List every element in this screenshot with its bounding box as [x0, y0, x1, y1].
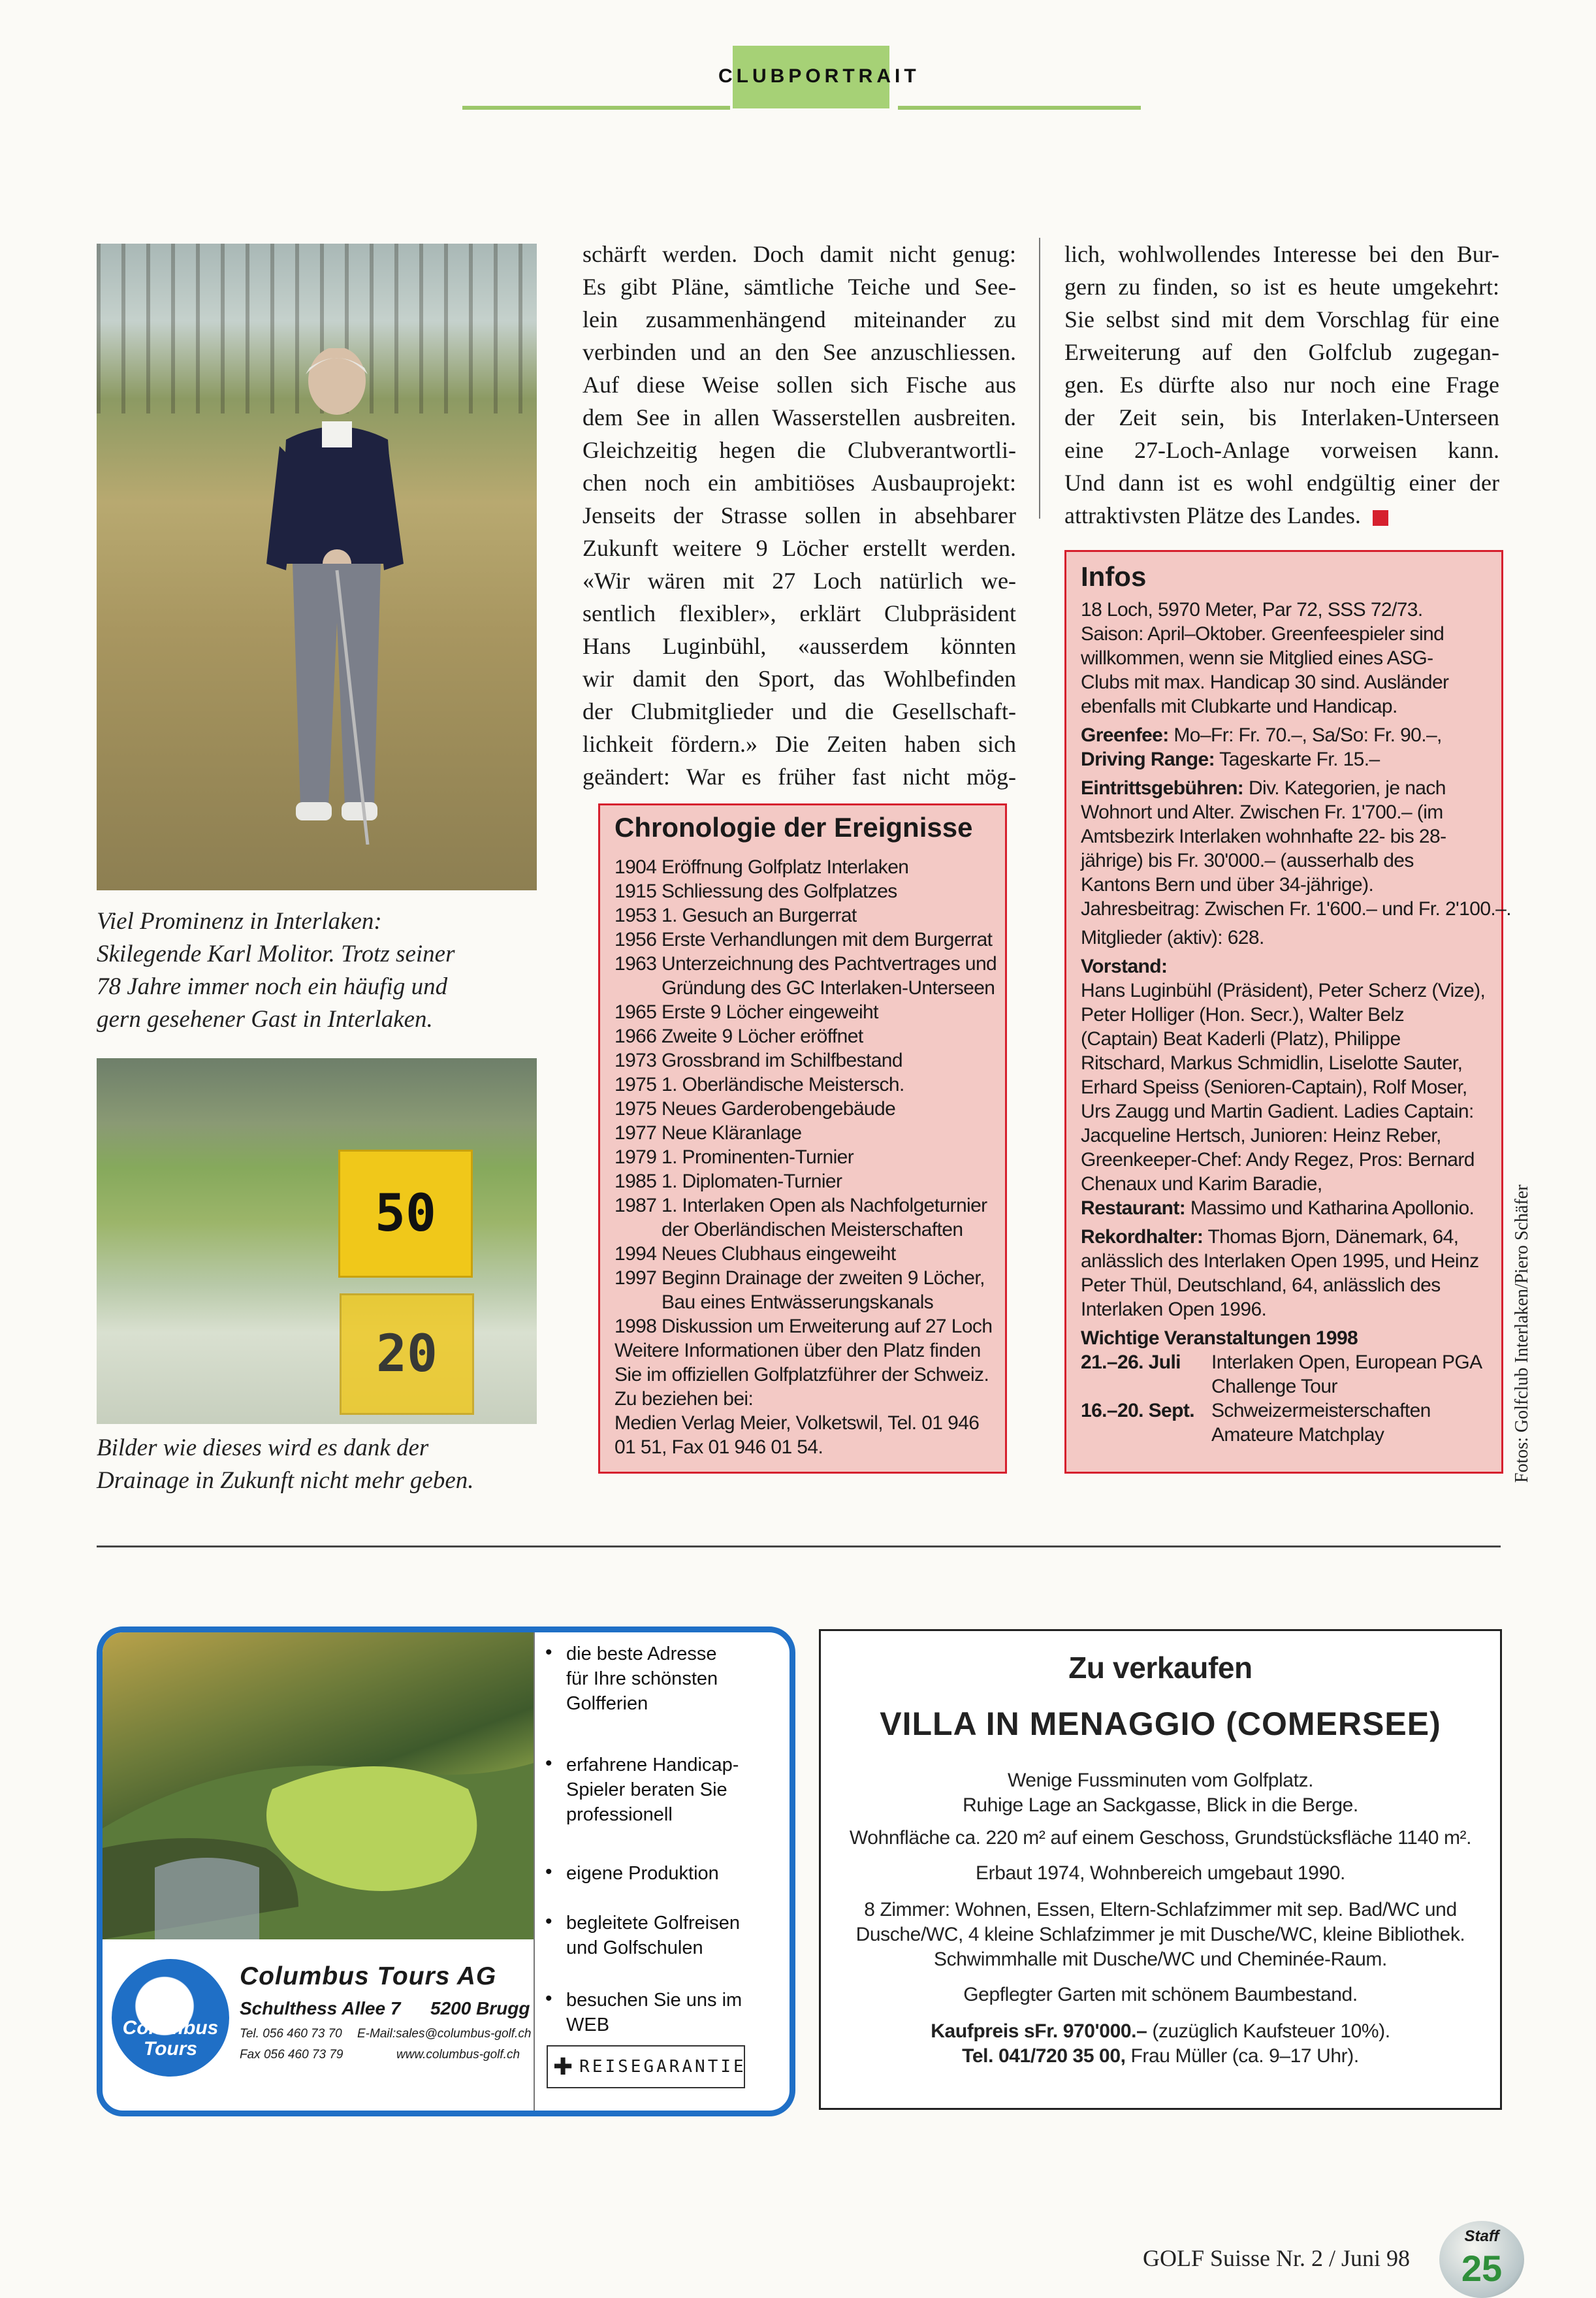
chronology-item: [614, 1266, 985, 1290]
caption-line: Drainage in Zukunft nicht mehr geben.: [97, 1467, 474, 1494]
bullet-icon: •: [545, 1861, 552, 1883]
text-line: sentlich flexibler», erklärt Clubpräsident: [583, 600, 1016, 626]
text-line: Gleichzeitig hegen die Clubverantwortli-: [583, 437, 1016, 463]
villa-price: [821, 2019, 1500, 2044]
sign-50-label: 50: [375, 1184, 436, 1243]
bullet-icon: •: [545, 1642, 552, 1663]
villa-title: VILLA IN MENAGGIO (COMERSEE): [880, 1706, 1441, 1742]
value: Tageskarte Fr. 15.–: [1219, 749, 1380, 770]
event: 1. Interlaken Open als Nachfolgeturnier: [662, 1195, 987, 1216]
text-line: gen. Es dürfte also nur noch eine Frage: [1064, 372, 1499, 398]
distance-sign-50: [338, 1150, 473, 1278]
company-web-link[interactable]: www.columbus-golf.ch: [396, 2048, 520, 2062]
year: 1985: [614, 1171, 657, 1192]
ad-bullet: [547, 1642, 718, 1716]
chronology-more-line: Sie im offiziellen Golfplatzführer der Schweiz.: [614, 1364, 989, 1385]
photo-flooded-fairway: [97, 1058, 537, 1424]
chronology-more-line: 01 51, Fax 01 946 01 54.: [614, 1436, 823, 1458]
label: Rekordhalter:: [1081, 1226, 1204, 1248]
villa-kicker: Zu verkaufen: [1068, 1651, 1253, 1685]
year: 1966: [614, 1026, 657, 1047]
event-name: Amateure Matchplay: [1211, 1424, 1384, 1446]
event-row: [1081, 1399, 1431, 1423]
event: der Oberländischen Meisterschaften: [662, 1219, 963, 1240]
event: 1. Gesuch an Burgerrat: [662, 905, 857, 926]
event-name: Schweizermeisterschaften: [1211, 1400, 1431, 1421]
section-rule: [97, 1545, 1501, 1547]
ad-photo-illustration: [103, 1632, 534, 1939]
bullet-text: begleitete Golfreisen: [566, 1913, 740, 1934]
article-column-2: [1064, 238, 1499, 532]
year: 1904: [614, 856, 657, 878]
event: Schliessung des Golfplatzes: [662, 881, 897, 902]
event: Neue Kläranlage: [662, 1122, 802, 1144]
ad-bullet: [547, 1861, 719, 1886]
bullet-text: professionell: [566, 1804, 673, 1825]
villa-line: Dusche/WC, 4 kleine Schlafzimmer je mit Dusche/WC, kleine Bibliothek.: [855, 1924, 1465, 1945]
bullet-text: die beste Adresse: [566, 1643, 717, 1664]
bullet-text: WEB: [566, 2015, 610, 2035]
text-line: verbinden und an den See anzuschliessen.: [583, 339, 1016, 365]
columbus-logo: [112, 1959, 229, 2077]
value: Massimo und Katharina Apollonio.: [1190, 1197, 1475, 1219]
info-events-title: [1081, 1326, 1358, 1350]
text-line: der Clubmitglieder und die Gesellschaft-: [583, 698, 1016, 724]
info-line: Amtsbezirk Interlaken wohnhafte 22- bis 28-: [1081, 826, 1446, 847]
text-line: Es gibt Pläne, sämtliche Teiche und See-: [583, 274, 1016, 300]
event: Diskussion um Erweiterung auf 27 Loch: [662, 1316, 993, 1337]
end-of-article-square: [1373, 510, 1388, 526]
chronology-item: [614, 879, 897, 903]
text-line: schärft werden. Doch damit nicht genug:: [583, 241, 1016, 267]
text-line: eine 27-Loch-Anlage vorweisen kann.: [1064, 437, 1499, 463]
year: 1956: [614, 929, 657, 950]
ad-villa-menaggio: [819, 1629, 1502, 2110]
infos-title: Infos: [1081, 561, 1147, 592]
year: 1973: [614, 1050, 657, 1071]
year: 1915: [614, 881, 657, 902]
info-line: anlässlich des Interlaken Open 1995, und Heinz: [1081, 1250, 1479, 1272]
label: Restaurant:: [1081, 1197, 1186, 1219]
label: Greenfee:: [1081, 724, 1169, 746]
chronology-item: [614, 1000, 878, 1024]
info-line: Kantons Bern und über 34-jährige).: [1081, 874, 1374, 896]
price-note: (zuzüglich Kaufsteuer 10%).: [1152, 2020, 1390, 2042]
caption-line: gern gesehener Gast in Interlaken.: [97, 1006, 433, 1033]
price-label: Kaufpreis sFr. 970'000.–: [931, 2020, 1147, 2042]
chronology-item: [614, 1097, 895, 1121]
text-line: lein zusammenhängend miteinander zu: [583, 306, 1016, 332]
text-line: Jenseits der Strasse sollen in absehbarer: [583, 502, 1016, 528]
chronology-more-line: Weitere Informationen über den Platz finden: [614, 1340, 981, 1361]
info-line: Wohnort und Alter. Zwischen Fr. 1'700.– (im: [1081, 801, 1443, 823]
distance-sign-20-reflection: [340, 1293, 474, 1415]
info-line: Urs Zaugg und Martin Gadient. Ladies Captain:: [1081, 1101, 1474, 1122]
info-line: Peter Holliger (Hon. Secr.), Walter Belz: [1081, 1004, 1405, 1026]
ad-bullet: [547, 1911, 740, 1960]
guarantee-badge: [547, 2045, 745, 2088]
bullet-text: besuchen Sie uns im: [566, 1990, 742, 2011]
text-line: lich, wohlwollendes Interesse bei den Bur-: [1064, 241, 1499, 267]
chronology-more-line: Zu beziehen bei:: [614, 1388, 754, 1410]
value: Thomas Bjorn, Dänemark, 64,: [1207, 1226, 1459, 1248]
info-board-label: [1081, 954, 1167, 979]
company-fax: Fax 056 460 73 79: [240, 2048, 343, 2062]
value: Mo–Fr: Fr. 70.–, Sa/So: Fr. 90.–,: [1173, 724, 1442, 746]
chronology-item: [614, 1314, 992, 1338]
chronology-item: [614, 1073, 904, 1097]
event: Unterzeichnung des Pachtvertrages und: [662, 953, 997, 975]
year: 1975: [614, 1074, 657, 1095]
article-column-1: [583, 238, 1016, 793]
event: Neues Garderobengebäude: [662, 1098, 896, 1120]
year: 1997: [614, 1267, 657, 1289]
company-tel: Tel. 056 460 73 70: [240, 2027, 342, 2041]
info-line: Jahresbeitrag: Zwischen Fr. 1'600.– und Fr. 2'100.–.: [1081, 898, 1511, 920]
info-driving-range: [1081, 747, 1380, 771]
logo-text: [112, 2018, 229, 2060]
text-line: Erweiterung auf den Golfclub zugegan-: [1064, 339, 1499, 365]
event-name: Interlaken Open, European PGA: [1211, 1351, 1482, 1373]
text-line: Und dann ist es wohl endgültig einer der: [1064, 470, 1499, 496]
event: Erste 9 Löcher eingeweiht: [662, 1001, 878, 1023]
info-line: 18 Loch, 5970 Meter, Par 72, SSS 72/73.: [1081, 599, 1423, 621]
photo-karl-molitor: [97, 244, 537, 890]
ad-bullet: [547, 1753, 739, 1827]
info-greenfee: [1081, 723, 1442, 747]
page-number-badge: [1439, 2221, 1524, 2298]
chronology-title: Chronologie der Ereignisse: [614, 812, 973, 843]
text-line: gern zu finden, so ist es heute umgekehrt:: [1064, 274, 1499, 300]
tel-note: Frau Müller (ca. 9–17 Uhr).: [1130, 2045, 1359, 2067]
cross-icon: ✚: [553, 2053, 573, 2080]
text-line: wir damit den Sport, das Wohlbefinden: [583, 666, 1016, 692]
event: Bau eines Entwässerungskanals: [662, 1291, 934, 1313]
chronology-item: [614, 928, 992, 952]
label: Wichtige Veranstaltungen 1998: [1081, 1327, 1358, 1349]
villa-line: 8 Zimmer: Wohnen, Essen, Eltern-Schlafzimmer mit sep. Bad/WC und: [864, 1899, 1457, 1920]
issue-footer: GOLF Suisse Nr. 2 / Juni 98: [1143, 2245, 1411, 2271]
year: 1963: [614, 953, 657, 975]
logo-text-line: Tours: [143, 2038, 198, 2060]
bullet-text: eigene Produktion: [566, 1863, 719, 1884]
text-line: der Zeit sein, bis Interlaken-Unterseen: [1064, 404, 1499, 430]
page-number: 25: [1461, 2248, 1503, 2289]
chronology-more-line: Medien Verlag Meier, Volketswil, Tel. 01 946: [614, 1412, 980, 1434]
golfer-figure: [260, 348, 410, 845]
bullet-icon: •: [545, 1911, 552, 1932]
event: Gründung des GC Interlaken-Unterseen: [662, 977, 995, 999]
chronology-item: [614, 1145, 854, 1169]
info-line: Saison: April–Oktober. Greenfeespieler sind: [1081, 623, 1444, 645]
company-name: Columbus Tours AG: [240, 1962, 497, 1990]
text-line: Sie selbst sind mit dem Vorschlag für eine: [1064, 306, 1499, 332]
infos-box: [1064, 550, 1511, 1474]
chronology-item: [614, 976, 995, 1000]
chronology-item: [614, 855, 908, 879]
event: 1. Diplomaten-Turnier: [662, 1171, 842, 1192]
year: 1979: [614, 1146, 657, 1168]
text-line-last: [1064, 499, 1499, 532]
chronology-item: [614, 1121, 802, 1145]
bullet-text: Spieler beraten Sie: [566, 1779, 727, 1800]
bullet-icon: •: [545, 1753, 552, 1774]
villa-line: Ruhige Lage an Sackgasse, Blick in die Berge.: [963, 1794, 1358, 1816]
chronology-item: [614, 1193, 987, 1218]
event: Beginn Drainage der zweiten 9 Löcher,: [662, 1267, 985, 1289]
villa-line: Erbaut 1974, Wohnbereich umgebaut 1990.: [976, 1862, 1345, 1884]
text-line: Hans Luginbühl, «ausserdem könnten: [583, 633, 1016, 659]
villa-line: Wohnfläche ca. 220 m² auf einem Geschoss, Grundstücksfläche 1140 m².: [849, 1827, 1472, 1849]
info-line: jährige) bis Fr. 30'000.– (ausserhalb des: [1081, 850, 1414, 871]
bullet-text: und Golfschulen: [566, 1937, 703, 1958]
bullet-text: für Ihre schönsten: [566, 1668, 718, 1689]
info-entry-fees: [1081, 776, 1446, 800]
caption-line: Bilder wie dieses wird es dank der: [97, 1434, 429, 1461]
event: 1. Oberländische Meistersch.: [662, 1074, 904, 1095]
ad-golf-photo: [103, 1632, 534, 1939]
info-line: Interlaken Open 1996.: [1081, 1299, 1267, 1320]
villa-contact: [821, 2044, 1500, 2069]
info-record: [1081, 1225, 1458, 1249]
year: 1977: [614, 1122, 657, 1144]
header-rule-left: [462, 106, 730, 110]
event: Zweite 9 Löcher eröffnet: [662, 1026, 863, 1047]
info-members: Mitglieder (aktiv): 628.: [1081, 927, 1264, 948]
guarantee-text: REISEGARANTIE: [579, 2057, 746, 2077]
event-name: Challenge Tour: [1211, 1376, 1337, 1397]
event: Neues Clubhaus eingeweiht: [662, 1243, 896, 1265]
caption-line: Skilegende Karl Molitor. Trotz seiner: [97, 941, 455, 967]
ad-columbus-tours: [97, 1626, 795, 2116]
chronology-item: [614, 1048, 902, 1073]
text-line: Auf diese Weise sollen sich Fische aus: [583, 372, 1016, 398]
company-street: Schulthess Allee 7: [240, 1998, 401, 2018]
text-line: Zukunft weitere 9 Löcher erstellt werden.: [583, 535, 1016, 561]
ad-bullet: [547, 1988, 742, 2037]
villa-line: Wenige Fussminuten vom Golfplatz.: [1007, 1770, 1314, 1791]
event: Grossbrand im Schilfbestand: [662, 1050, 902, 1071]
year: 1998: [614, 1316, 657, 1337]
section-title: CLUBPORTRAIT: [718, 65, 920, 87]
event-date: 21.–26. Juli: [1081, 1351, 1181, 1373]
info-line: Clubs mit max. Handicap 30 sind. Ausländer: [1081, 672, 1449, 693]
event: Erste Verhandlungen mit dem Burgerrat: [662, 929, 993, 950]
bullet-text: erfahrene Handicap-: [566, 1755, 739, 1775]
photo-credit: Fotos: Golfclub Interlaken/Piero Schäfer: [1512, 1184, 1532, 1483]
info-line: Jacqueline Hertsch, Junioren: Heinz Reber,: [1081, 1125, 1441, 1146]
bullet-text: Golfferien: [566, 1693, 648, 1714]
header-rule-right: [898, 106, 1141, 110]
info-restaurant: [1081, 1196, 1474, 1220]
chronology-box: [598, 803, 1007, 1474]
info-line: Hans Luginbühl (Präsident), Peter Scherz (Vize),: [1081, 980, 1486, 1001]
label: Eintrittsgebühren:: [1081, 777, 1244, 799]
chronology-item: [614, 1290, 933, 1314]
event-row: [1081, 1350, 1482, 1374]
info-line: Ritschard, Markus Schmidlin, Liselotte Sauter,: [1081, 1052, 1463, 1074]
event: Eröffnung Golfplatz Interlaken: [662, 856, 909, 878]
text-line: lichkeit fördern.» Die Zeiten haben sich: [583, 731, 1016, 757]
info-line: Greenkeeper-Chef: Andy Regez, Pros: Bernard: [1081, 1149, 1475, 1171]
info-line: ebenfalls mit Clubkarte und Handicap.: [1081, 696, 1397, 717]
text-line: «Wir wären mit 27 Loch natürlich we-: [583, 568, 1016, 594]
column-divider: [1039, 238, 1040, 519]
info-line: Erhard Speiss (Senioren-Captain), Rolf Moser,: [1081, 1076, 1467, 1098]
label: Vorstand:: [1081, 956, 1168, 977]
text-line: attraktivsten Plätze des Landes.: [1064, 502, 1361, 528]
year: 1975: [614, 1098, 657, 1120]
caption-line: 78 Jahre immer noch ein häufig und: [97, 973, 448, 1000]
company-city: 5200 Brugg: [430, 1998, 530, 2018]
chronology-item: [614, 1242, 896, 1266]
tel-label: Tel. 041/720 35 00,: [962, 2045, 1126, 2067]
sign-20-label: 20: [376, 1325, 438, 1384]
chronology-item: [614, 903, 857, 928]
logo-text-line: Columbus: [122, 2017, 219, 2039]
text-line: chen noch ein ambitiöses Ausbauprojekt:: [583, 470, 1016, 496]
chronology-item: [614, 1218, 963, 1242]
badge-brand: Staff: [1464, 2227, 1499, 2245]
text-line: dem See in allen Wasserstellen ausbreiten.: [583, 404, 1016, 430]
company-email-link[interactable]: E-Mail:sales@columbus-golf.ch: [357, 2027, 532, 2041]
chronology-item: [614, 952, 997, 976]
villa-line: Gepflegter Garten mit schönem Baumbestand.: [963, 1984, 1358, 2005]
text-line: geändert: War es früher fast nicht mög-: [583, 764, 1016, 790]
info-line: Peter Thül, Deutschland, 64, anlässlich des: [1081, 1274, 1441, 1296]
year: 1965: [614, 1001, 657, 1023]
photo1-caption: [97, 905, 455, 1036]
chronology-item: [614, 1169, 842, 1193]
event-date: 16.–20. Sept.: [1081, 1400, 1194, 1421]
value: Div. Kategorien, je nach: [1248, 777, 1446, 799]
info-line: (Captain) Beat Kaderli (Platz), Philippe: [1081, 1028, 1401, 1050]
info-line: Chenaux und Karim Baradie,: [1081, 1173, 1322, 1195]
caption-line: Viel Prominenz in Interlaken:: [97, 908, 382, 935]
year: 1953: [614, 905, 657, 926]
info-line: willkommen, wenn sie Mitglied eines ASG-: [1081, 647, 1433, 669]
photo2-caption: [97, 1432, 474, 1497]
ad-divider: [534, 1632, 535, 2111]
year: 1994: [614, 1243, 657, 1265]
year: 1987: [614, 1195, 657, 1216]
bullet-icon: •: [545, 1988, 552, 2009]
event: 1. Prominenten-Turnier: [662, 1146, 854, 1168]
villa-line: Schwimmhalle mit Dusche/WC und Cheminée-Raum.: [934, 1949, 1387, 1970]
chronology-item: [614, 1024, 863, 1048]
label: Driving Range:: [1081, 749, 1215, 770]
